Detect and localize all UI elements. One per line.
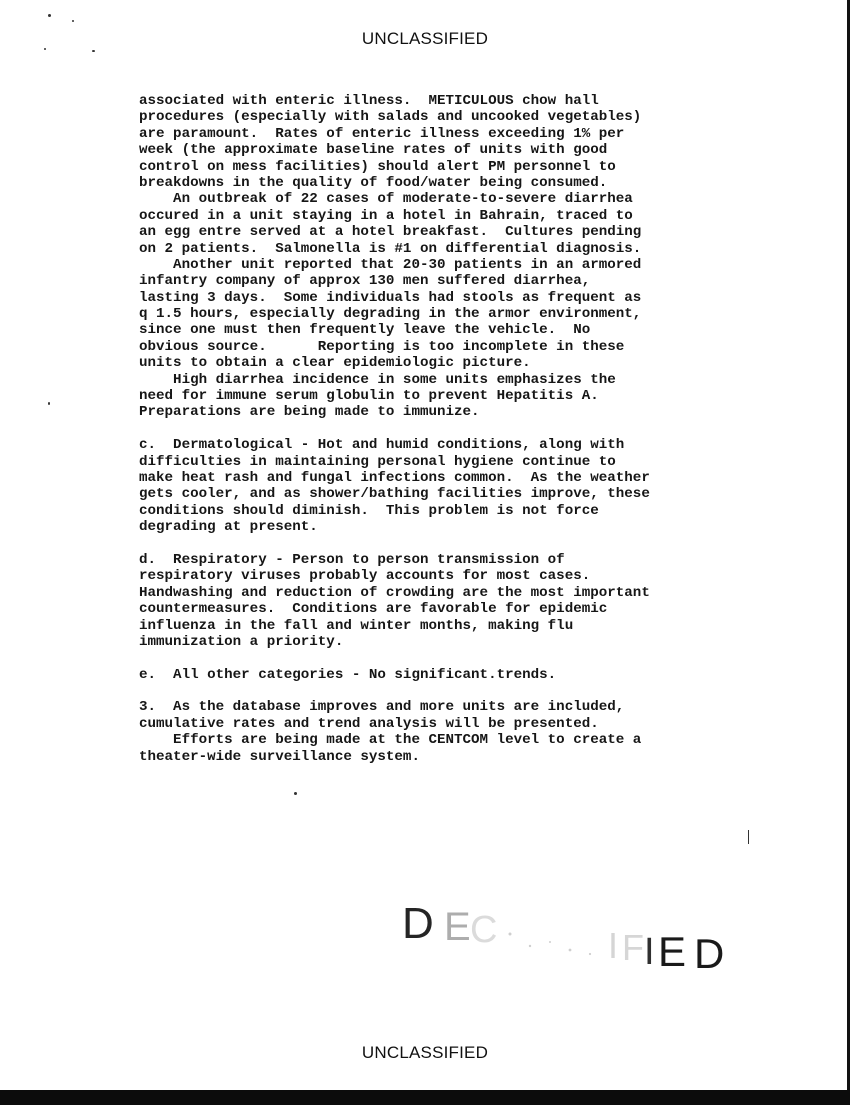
svg-text:I: I — [644, 931, 655, 973]
memo-body-text — [139, 93, 759, 765]
paragraph-gap — [139, 536, 759, 552]
svg-text:C: C — [470, 909, 498, 951]
scan-speck — [92, 50, 95, 52]
body-line: occured in a unit staying in a hotel in Bahrain, traced to — [139, 207, 633, 224]
body-line: obvious source. Reporting is too incomplete in these — [139, 338, 625, 355]
body-line: High diarrhea incidence in some units emphasizes the — [139, 371, 616, 388]
svg-text:D: D — [402, 899, 434, 948]
body-line: respiratory viruses probably accounts for most cases. — [139, 568, 591, 585]
declassified-stamp — [400, 894, 760, 974]
body-line: cumulative rates and trend analysis will be presented. — [139, 715, 599, 732]
body-line: 3. As the database improves and more units are included, — [139, 699, 625, 716]
body-line: immunization a priority. — [139, 633, 344, 650]
body-line: theater-wide surveillance system. — [139, 748, 420, 765]
body-line: units to obtain a clear epidemiologic picture. — [139, 355, 531, 372]
paragraph-gap — [139, 650, 759, 666]
body-line: degrading at present. — [139, 519, 318, 536]
scan-speck — [48, 402, 50, 405]
body-line: d. Respiratory - Person to person transmission of — [139, 551, 565, 568]
body-line: Efforts are being made at the CENTCOM level to create a — [139, 732, 642, 749]
body-line: lasting 3 days. Some individuals had stools as frequent as — [139, 289, 642, 306]
scan-speck — [294, 792, 297, 795]
body-line: countermeasures. Conditions are favorable for epidemic — [139, 601, 608, 618]
scan-speck — [72, 20, 74, 22]
body-line: influenza in the fall and winter months, making flu — [139, 617, 574, 634]
svg-text:E: E — [444, 905, 471, 949]
svg-text:E: E — [658, 928, 687, 974]
body-line: since one must then frequently leave the vehicle. No — [139, 322, 591, 339]
body-line: conditions should diminish. This problem is not force — [139, 502, 599, 519]
svg-text:D: D — [694, 930, 725, 974]
body-line: on 2 patients. Salmonella is #1 on differential diagnosis. — [139, 240, 642, 257]
svg-text:I: I — [608, 925, 619, 966]
body-line: need for immune serum globulin to prevent Hepatitis A. — [139, 388, 599, 405]
body-line: q 1.5 hours, especially degrading in the armor environment, — [139, 306, 642, 323]
paragraph-gap — [139, 421, 759, 437]
scan-bottom-border — [0, 1090, 850, 1105]
body-line: procedures (especially with salads and uncooked vegetables) — [139, 109, 642, 126]
body-line: Another unit reported that 20-30 patients in an armored — [139, 256, 642, 273]
body-line: breakdowns in the quality of food/water being consumed. — [139, 174, 608, 191]
body-line: associated with enteric illness. METICULOUS chow hall — [139, 93, 599, 109]
body-line: Handwashing and reduction of crowding are the most important — [139, 584, 650, 601]
body-line: e. All other categories - No significant.trends. — [139, 666, 557, 683]
body-line: difficulties in maintaining personal hygiene continue to — [139, 453, 616, 470]
body-line: infantry company of approx 130 men suffered diarrhea, — [139, 273, 591, 290]
body-line: c. Dermatological - Hot and humid conditions, along with — [139, 437, 625, 454]
scan-speck — [44, 48, 46, 50]
body-line: control on mess facilities) should alert PM personnel to — [139, 158, 616, 175]
body-line: make heat rash and fungal infections common. As the weather — [139, 469, 650, 486]
body-line: gets cooler, and as shower/bathing facilities improve, these — [139, 486, 650, 503]
header-classification: UNCLASSIFIED — [361, 29, 489, 48]
body-line: An outbreak of 22 cases of moderate-to-severe diarrhea — [139, 191, 633, 208]
paragraph-gap — [139, 683, 759, 699]
scan-speck — [48, 14, 51, 17]
scan-speck — [748, 830, 749, 844]
body-line: an egg entre served at a hotel breakfast. Cultures pending — [139, 224, 642, 241]
body-line: Preparations are being made to immunize. — [139, 404, 480, 421]
body-line: week (the approximate baseline rates of units with good — [139, 142, 608, 159]
footer-classification: UNCLASSIFIED — [361, 1043, 489, 1062]
body-line: are paramount. Rates of enteric illness exceeding 1% per — [139, 125, 625, 142]
svg-text:F: F — [622, 927, 644, 968]
